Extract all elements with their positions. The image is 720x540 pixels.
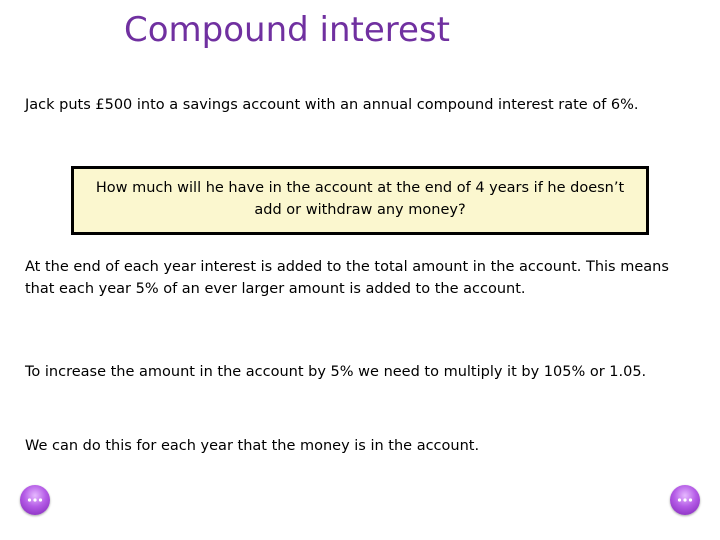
- next-slide-button[interactable]: [670, 485, 700, 515]
- repeat-paragraph: We can do this for each year that the money is in the account.: [25, 438, 480, 454]
- page-title: Compound interest: [124, 10, 450, 50]
- ellipsis-icon: [677, 497, 693, 503]
- question-box: [71, 166, 649, 235]
- intro-paragraph: Jack puts £500 into a savings account with an annual compound interest rate of 6%.: [25, 97, 639, 113]
- ellipsis-icon: [27, 497, 43, 503]
- question-text: How much will he have in the account at the end of 4 years if he doesn’t add or withdraw any money?: [95, 180, 625, 218]
- previous-slide-button[interactable]: [20, 485, 50, 515]
- multiplier-paragraph: To increase the amount in the account by 5% we need to multiply it by 105% or 1.05.: [25, 364, 647, 380]
- explanation-paragraph: At the end of each year interest is added to the total amount in the account. This means that each year 5% of an ever larger amount is added to the account.: [25, 259, 669, 297]
